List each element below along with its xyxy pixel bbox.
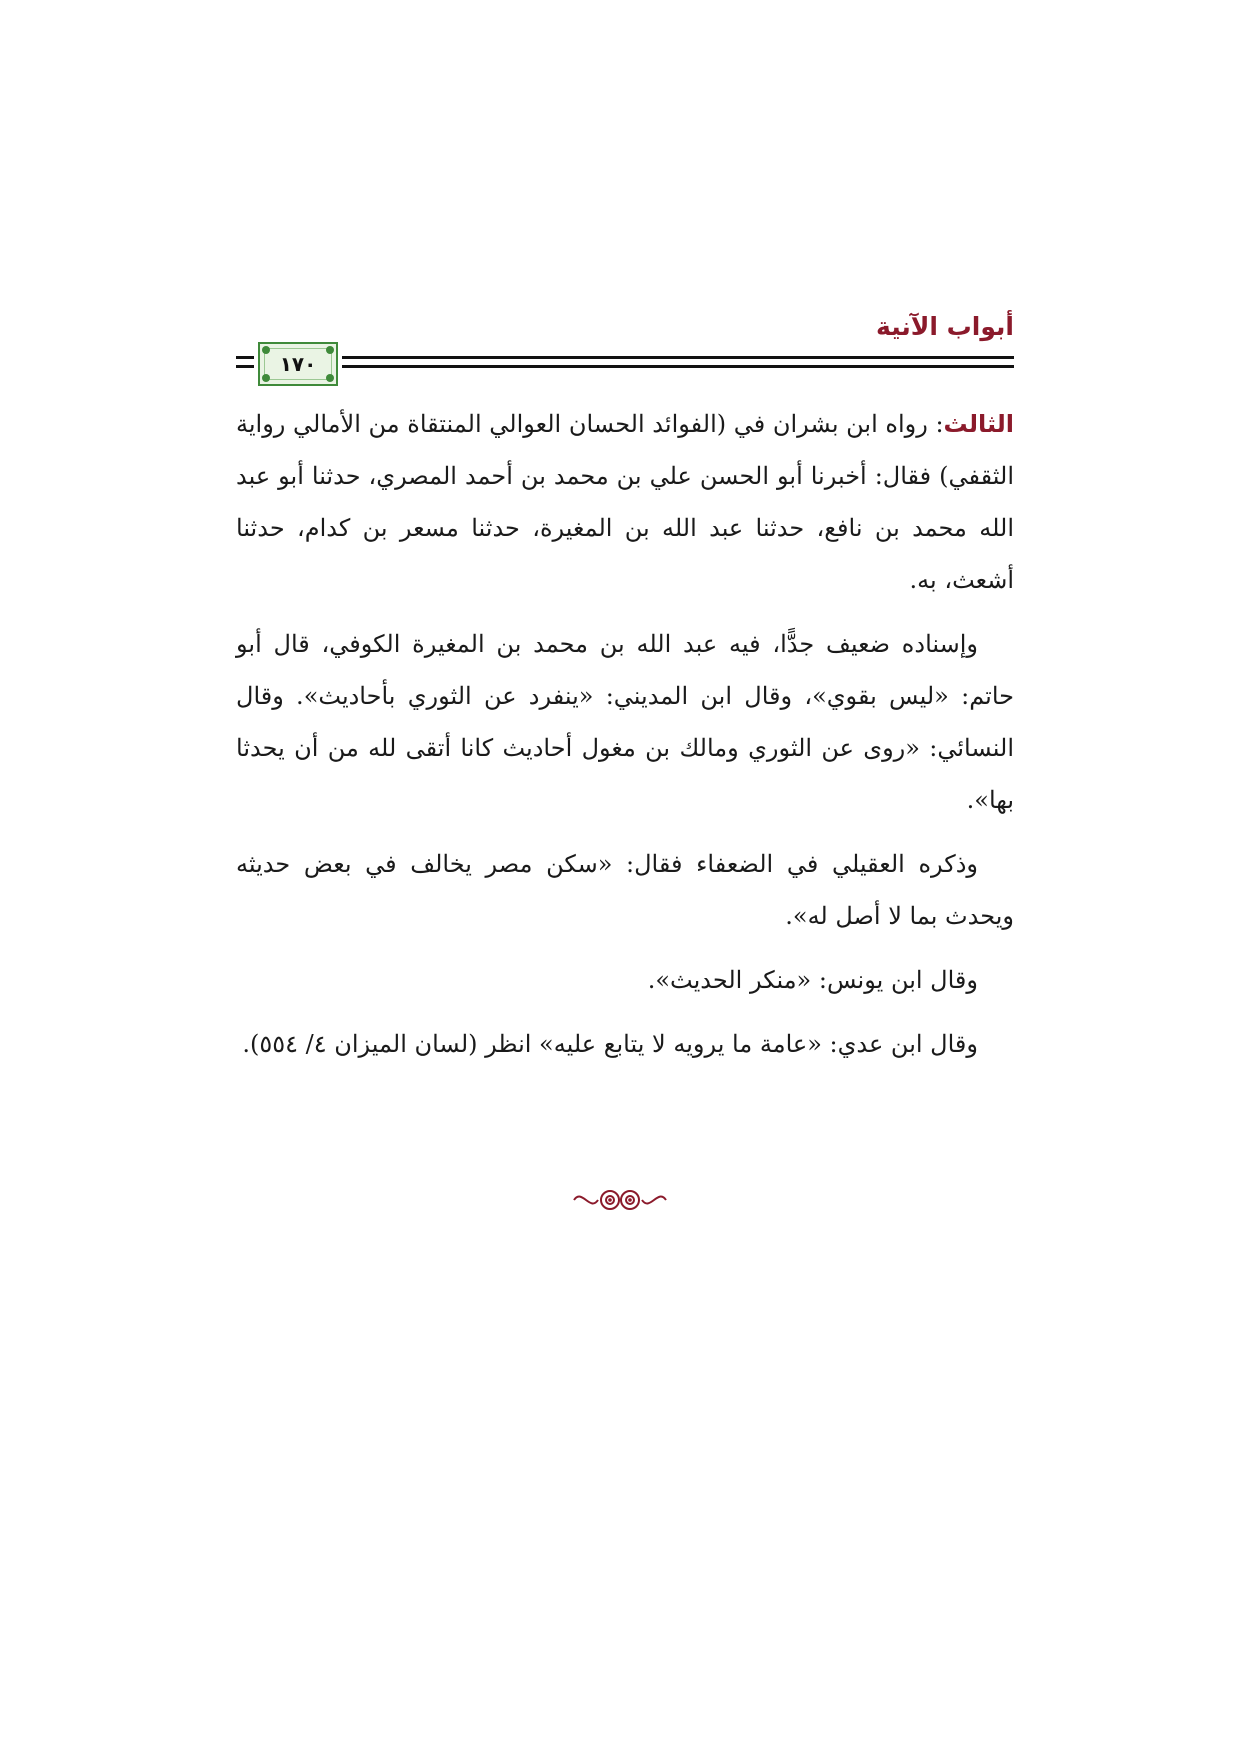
header-rule-bottom: [342, 365, 1014, 368]
header-rule-left-bottom: [236, 365, 254, 368]
paragraph-2: وإسناده ضعيف جدًّا، فيه عبد الله بن محمد بن المغيرة الكوفي، قال أبو حاتم: «ليس بقوي»، وقال ابن المديني: «ينفرد عن الثوري بأحاديث». وقال النسائي: «روى عن الثوري ومالك بن مغول أحاديث كانا أتقى لله من أن يحدثا بها».: [236, 630, 1014, 814]
paragraph-3: وذكره العقيلي في الضعفاء فقال: «سكن مصر يخالف في بعض حديثه ويحدث بما لا أصل له».: [236, 850, 1014, 930]
badge-corner-icon: [262, 346, 270, 354]
paragraph-4: وقال ابن يونس: «منكر الحديث».: [647, 966, 978, 994]
badge-corner-icon: [326, 346, 334, 354]
page-body: [236, 398, 1014, 1082]
paragraph-1: [236, 398, 1014, 606]
badge-corner-icon: [262, 374, 270, 382]
paragraph-5: وقال ابن عدي: «عامة ما يرويه لا يتابع عليه» انظر (لسان الميزان ٤/ ٥٥٤).: [242, 1030, 978, 1058]
chapter-title: أبواب الآنية: [876, 312, 1014, 341]
badge-corner-icon: [326, 374, 334, 382]
paragraph-1-text: : رواه ابن بشران في (الفوائد الحسان العوالي المنتقاة من الأمالي رواية الثقفي) فقال: أخبرنا أبو الحسن علي بن محمد بن أحمد المصري، حدثنا أبو عبد الله محمد بن نافع، حدثنا عبد الله بن المغيرة، حدثنا مسعر بن كدام، حدثنا أشعث، به.: [236, 410, 1014, 594]
floral-divider-icon: [570, 1180, 670, 1220]
header-rule-top: [342, 356, 1014, 359]
page-number-badge: [258, 342, 338, 386]
page-number: ١٧٠: [279, 352, 317, 376]
paragraph-lead-word: الثالث: [943, 410, 1014, 438]
header-rule-left-top: [236, 356, 254, 359]
page-header: [236, 310, 1014, 390]
